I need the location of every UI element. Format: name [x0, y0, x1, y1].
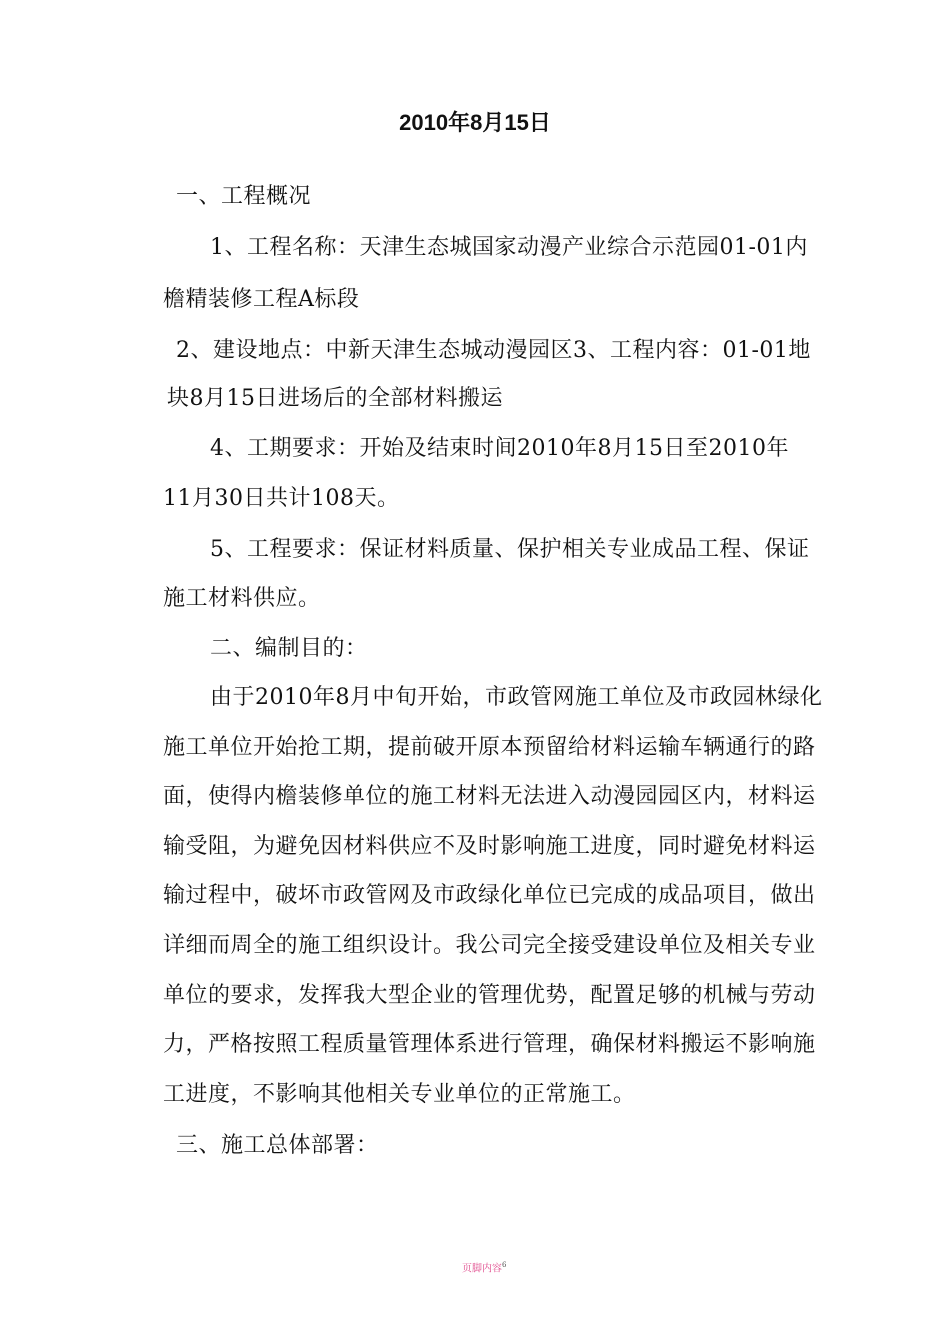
paragraph-line: 11月30日共计108天。: [163, 486, 400, 511]
paragraph-line: 2、建设地点：中新天津生态城动漫园区3、工程内容：01-01地: [176, 338, 811, 363]
paragraph-line: 力，严格按照工程质量管理体系进行管理，确保材料搬运不影响施: [163, 1032, 816, 1057]
paragraph-line: 由于2010年8月中旬开始，市政管网施工单位及市政园林绿化: [210, 685, 823, 710]
paragraph-line: 施工单位开始抢工期，提前破开原本预留给材料运输车辆通行的路: [163, 735, 816, 760]
paragraph-line: 檐精装修工程A标段: [163, 287, 360, 312]
paragraph-line: 施工材料供应。: [163, 586, 321, 611]
section-heading-overview: 一、工程概况: [176, 184, 312, 209]
paragraph-line: 单位的要求，发挥我大型企业的管理优势，配置足够的机械与劳动: [163, 983, 816, 1008]
section-heading-deployment: 三、施工总体部署：: [176, 1133, 379, 1158]
page-footer: [462, 1258, 506, 1276]
paragraph-line: 4、工期要求：开始及结束时间2010年8月15日至2010年: [210, 436, 789, 461]
paragraph-line: 输受阻，为避免因材料供应不及时影响施工进度，同时避免材料运: [163, 834, 816, 859]
page-number: 6: [502, 1261, 507, 1269]
footer-text: 页脚内容: [462, 1263, 502, 1275]
section-heading-purpose: 二、编制目的：: [210, 636, 368, 661]
paragraph-line: 工进度，不影响其他相关专业单位的正常施工。: [163, 1082, 636, 1107]
paragraph-line: 面，使得内檐装修单位的施工材料无法进入动漫园园区内，材料运: [163, 784, 816, 809]
date-title: 2010年8月15日: [399, 110, 551, 135]
paragraph-line: 输过程中，破坏市政管网及市政绿化单位已完成的成品项目，做出: [163, 883, 816, 908]
paragraph-line: 5、工程要求：保证材料质量、保护相关专业成品工程、保证: [210, 537, 810, 562]
paragraph-line: 块8月15日进场后的全部材料搬运: [167, 386, 503, 411]
paragraph-line: 1、工程名称：天津生态城国家动漫产业综合示范园01-01内: [210, 235, 808, 260]
paragraph-line: 详细而周全的施工组织设计。我公司完全接受建设单位及相关专业: [163, 933, 816, 958]
